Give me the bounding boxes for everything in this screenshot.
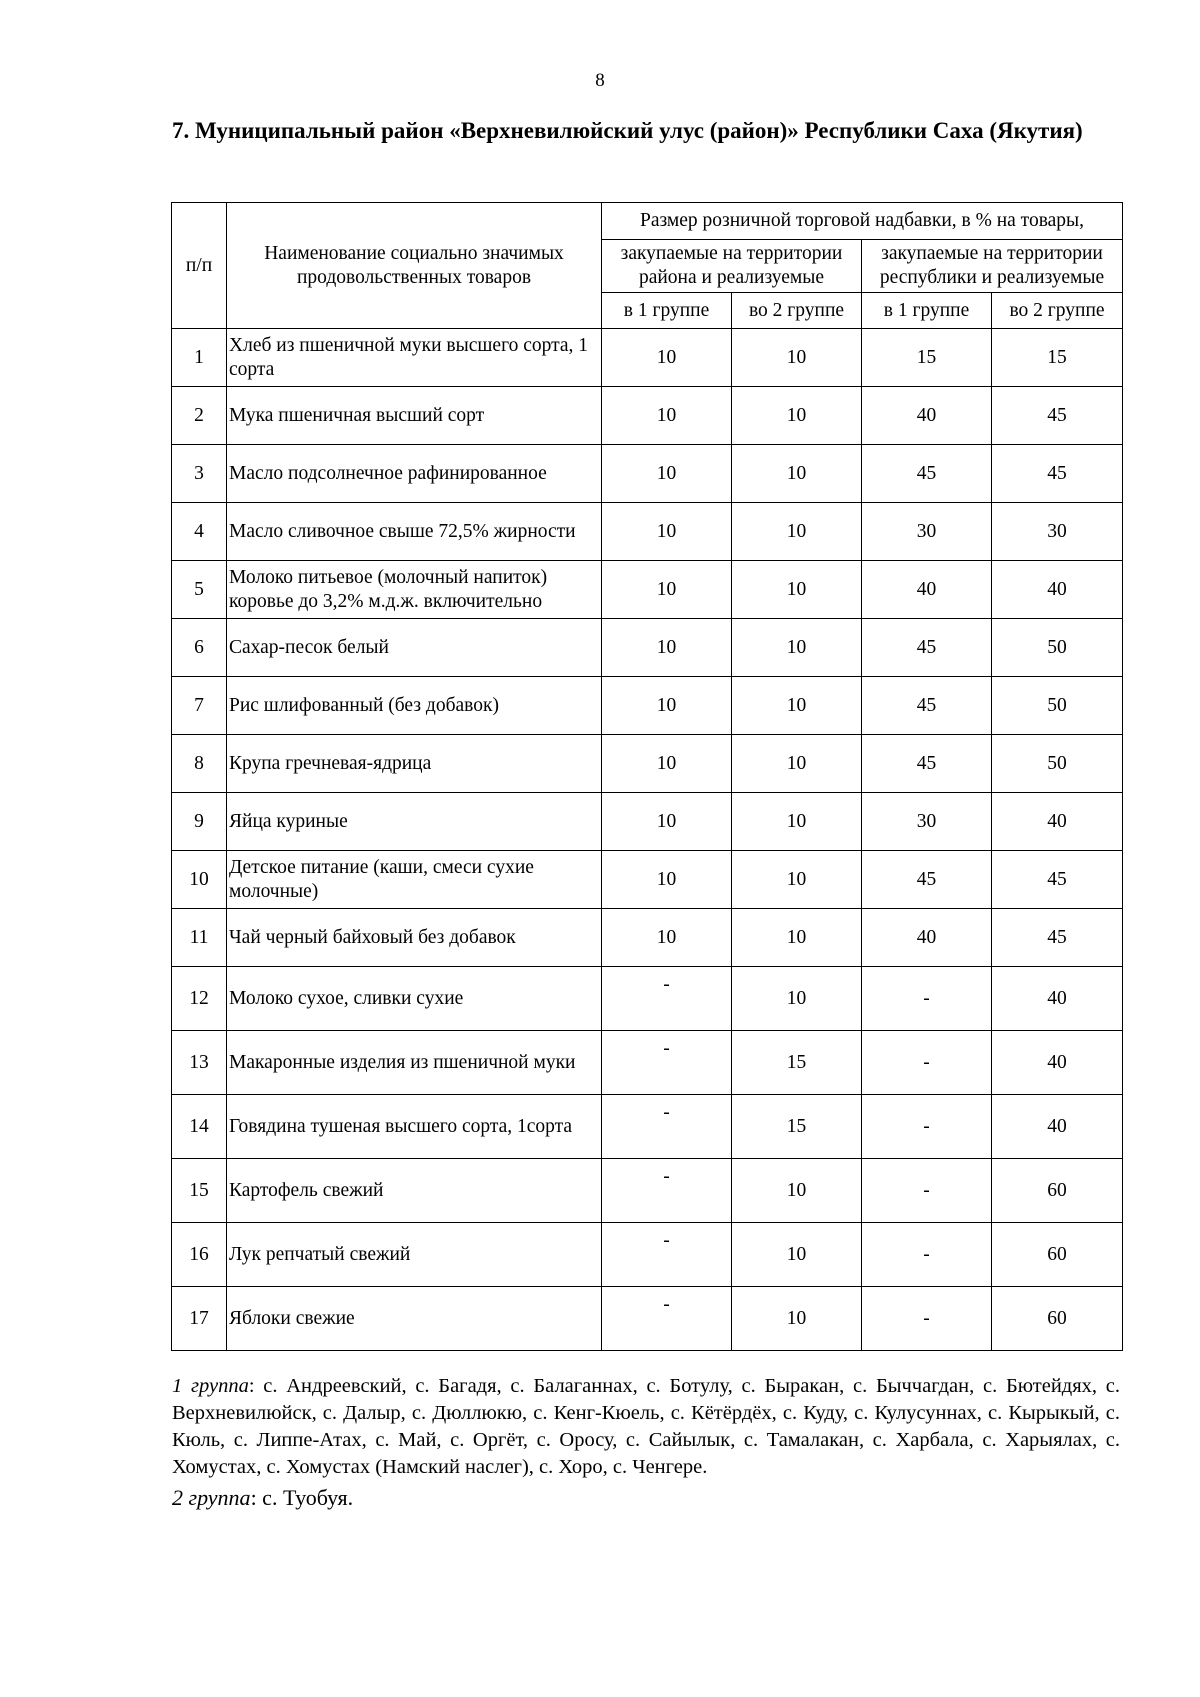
row-number: 6 <box>172 619 227 677</box>
markup-republic-group-2: 15 <box>992 329 1123 387</box>
markup-republic-group-2: 40 <box>992 1095 1123 1159</box>
table-row <box>172 851 1123 909</box>
markup-district-group-2: 10 <box>732 909 862 967</box>
group-1-label: 1 группа <box>172 1375 249 1397</box>
table-row <box>172 445 1123 503</box>
header-num: п/п <box>172 203 227 329</box>
row-number: 4 <box>172 503 227 561</box>
markup-district-group-2: 10 <box>732 619 862 677</box>
markup-district-group-1: - <box>602 1031 732 1095</box>
markup-district-group-1: - <box>602 1287 732 1351</box>
markup-district-group-2: 10 <box>732 677 862 735</box>
markup-district-group-1: 10 <box>602 677 732 735</box>
markup-republic-group-2: 50 <box>992 619 1123 677</box>
markup-republic-group-1: - <box>862 1095 992 1159</box>
markup-district-group-1: 10 <box>602 619 732 677</box>
row-number: 12 <box>172 967 227 1031</box>
markup-district-group-1: 10 <box>602 503 732 561</box>
table-row <box>172 503 1123 561</box>
header-republic: закупаемые на территории республики и реализуемые <box>862 240 1123 293</box>
row-number: 8 <box>172 735 227 793</box>
group-2-note <box>172 1483 1120 1513</box>
product-name: Мука пшеничная высший сорт <box>227 387 602 445</box>
row-number: 16 <box>172 1223 227 1287</box>
markup-district-group-2: 10 <box>732 445 862 503</box>
markup-district-group-2: 10 <box>732 1159 862 1223</box>
markup-district-group-2: 15 <box>732 1031 862 1095</box>
table-row <box>172 793 1123 851</box>
header-republic-group-1: в 1 группе <box>862 293 992 329</box>
markup-republic-group-1: 40 <box>862 387 992 445</box>
product-name: Крупа гречневая-ядрица <box>227 735 602 793</box>
markup-republic-group-2: 60 <box>992 1159 1123 1223</box>
markup-district-group-1: 10 <box>602 561 732 619</box>
product-name: Яйца куриные <box>227 793 602 851</box>
markup-republic-group-2: 45 <box>992 445 1123 503</box>
markup-district-group-1: 10 <box>602 445 732 503</box>
product-name: Макаронные изделия из пшеничной муки <box>227 1031 602 1095</box>
markup-republic-group-1: 40 <box>862 909 992 967</box>
notes <box>172 1373 1120 1513</box>
table-row <box>172 329 1123 387</box>
markup-district-group-1: - <box>602 1159 732 1223</box>
header-row-1 <box>172 203 1123 240</box>
markup-district-group-2: 10 <box>732 387 862 445</box>
product-name: Масло подсолнечное рафинированное <box>227 445 602 503</box>
markup-republic-group-2: 40 <box>992 1031 1123 1095</box>
markup-republic-group-1: 30 <box>862 793 992 851</box>
markup-republic-group-1: 15 <box>862 329 992 387</box>
row-number: 10 <box>172 851 227 909</box>
markup-district-group-2: 15 <box>732 1095 862 1159</box>
markup-table <box>171 202 1123 1351</box>
markup-republic-group-2: 60 <box>992 1223 1123 1287</box>
markup-republic-group-1: - <box>862 1031 992 1095</box>
markup-republic-group-1: - <box>862 1159 992 1223</box>
table-row <box>172 1287 1123 1351</box>
markup-republic-group-2: 40 <box>992 967 1123 1031</box>
group-2-villages: : с. Туобуя. <box>250 1485 354 1510</box>
markup-republic-group-1: 45 <box>862 445 992 503</box>
markup-republic-group-2: 45 <box>992 387 1123 445</box>
section-heading: 7. Муниципальный район «Верхневилюйский улус (район)» Республики Саха (Якутия) <box>172 118 1083 143</box>
row-number: 14 <box>172 1095 227 1159</box>
row-number: 7 <box>172 677 227 735</box>
markup-district-group-2: 10 <box>732 793 862 851</box>
table-row <box>172 967 1123 1031</box>
product-name: Лук репчатый свежий <box>227 1223 602 1287</box>
markup-district-group-2: 10 <box>732 561 862 619</box>
row-number: 9 <box>172 793 227 851</box>
row-number: 11 <box>172 909 227 967</box>
table-row <box>172 1159 1123 1223</box>
page-number: 8 <box>595 70 605 91</box>
markup-republic-group-2: 40 <box>992 561 1123 619</box>
markup-republic-group-1: - <box>862 1223 992 1287</box>
markup-district-group-1: - <box>602 1095 732 1159</box>
markup-district-group-1: - <box>602 967 732 1031</box>
markup-republic-group-1: 40 <box>862 561 992 619</box>
table-row <box>172 619 1123 677</box>
table-row <box>172 561 1123 619</box>
header-district: закупаемые на территории района и реализуемые <box>602 240 862 293</box>
group-2-label: 2 группа <box>172 1485 251 1510</box>
markup-republic-group-1: 45 <box>862 735 992 793</box>
markup-republic-group-1: 45 <box>862 851 992 909</box>
markup-district-group-1: 10 <box>602 387 732 445</box>
group-1-note <box>172 1373 1120 1481</box>
header-markup-size: Размер розничной торговой надбавки, в % на товары, <box>602 203 1123 240</box>
header-district-group-2: во 2 группе <box>732 293 862 329</box>
product-name: Сахар-песок белый <box>227 619 602 677</box>
product-name: Чай черный байховый без добавок <box>227 909 602 967</box>
markup-republic-group-2: 50 <box>992 735 1123 793</box>
markup-district-group-2: 10 <box>732 503 862 561</box>
markup-republic-group-1: - <box>862 1287 992 1351</box>
table-row <box>172 1223 1123 1287</box>
markup-district-group-1: - <box>602 1223 732 1287</box>
product-name: Масло сливочное свыше 72,5% жирности <box>227 503 602 561</box>
markup-district-group-2: 10 <box>732 1287 862 1351</box>
row-number: 1 <box>172 329 227 387</box>
product-name: Молоко сухое, сливки сухие <box>227 967 602 1031</box>
row-number: 17 <box>172 1287 227 1351</box>
markup-district-group-1: 10 <box>602 329 732 387</box>
product-name: Картофель свежий <box>227 1159 602 1223</box>
markup-republic-group-2: 50 <box>992 677 1123 735</box>
product-name: Рис шлифованный (без добавок) <box>227 677 602 735</box>
markup-district-group-2: 10 <box>732 1223 862 1287</box>
table-row <box>172 1095 1123 1159</box>
markup-republic-group-2: 45 <box>992 909 1123 967</box>
markup-district-group-1: 10 <box>602 909 732 967</box>
row-number: 3 <box>172 445 227 503</box>
product-name: Хлеб из пшеничной муки высшего сорта, 1 сорта <box>227 329 602 387</box>
markup-republic-group-2: 30 <box>992 503 1123 561</box>
markup-district-group-2: 10 <box>732 967 862 1031</box>
product-name: Говядина тушеная высшего сорта, 1сорта <box>227 1095 602 1159</box>
row-number: 2 <box>172 387 227 445</box>
header-district-group-1: в 1 группе <box>602 293 732 329</box>
table-row <box>172 387 1123 445</box>
markup-district-group-2: 10 <box>732 329 862 387</box>
markup-republic-group-1: 45 <box>862 677 992 735</box>
markup-district-group-2: 10 <box>732 851 862 909</box>
markup-republic-group-2: 45 <box>992 851 1123 909</box>
product-name: Яблоки свежие <box>227 1287 602 1351</box>
product-name: Детское питание (каши, смеси сухие молочные) <box>227 851 602 909</box>
product-name: Молоко питьевое (молочный напиток) коровье до 3,2% м.д.ж. включительно <box>227 561 602 619</box>
markup-republic-group-1: - <box>862 967 992 1031</box>
markup-republic-group-1: 30 <box>862 503 992 561</box>
table-row <box>172 1031 1123 1095</box>
markup-district-group-1: 10 <box>602 735 732 793</box>
row-number: 15 <box>172 1159 227 1223</box>
markup-republic-group-1: 45 <box>862 619 992 677</box>
header-republic-group-2: во 2 группе <box>992 293 1123 329</box>
header-product-name: Наименование социально значимых продовольственных товаров <box>227 203 602 329</box>
table-row <box>172 677 1123 735</box>
markup-republic-group-2: 40 <box>992 793 1123 851</box>
row-number: 5 <box>172 561 227 619</box>
markup-republic-group-2: 60 <box>992 1287 1123 1351</box>
group-1-villages: : с. Андреевский, с. Багадя, с. Балаганнах, с. Ботулу, с. Быракан, с. Быччагдан, с. Бютейдях, с. Верхневилюйск, с. Далыр, с. Дюллюкю, с. Кенг-Кюель, с. Кётёрдёх, с. Куду, с. Кулусуннах, с. Кырыкый, с. Кюль, с. Липпе-Атах, с. Май, с. Оргёт, с. Оросу, с. Сайылык, с. Тамалакан, с. Харбала, с. Харыялах, с. Хомустах, с. Хомустах (Намский наслег), с. Хоро, с. Ченгере. <box>172 1375 1120 1478</box>
markup-district-group-1: 10 <box>602 851 732 909</box>
table-row <box>172 909 1123 967</box>
table-row <box>172 735 1123 793</box>
table-body <box>172 203 1123 1351</box>
markup-district-group-2: 10 <box>732 735 862 793</box>
markup-district-group-1: 10 <box>602 793 732 851</box>
row-number: 13 <box>172 1031 227 1095</box>
